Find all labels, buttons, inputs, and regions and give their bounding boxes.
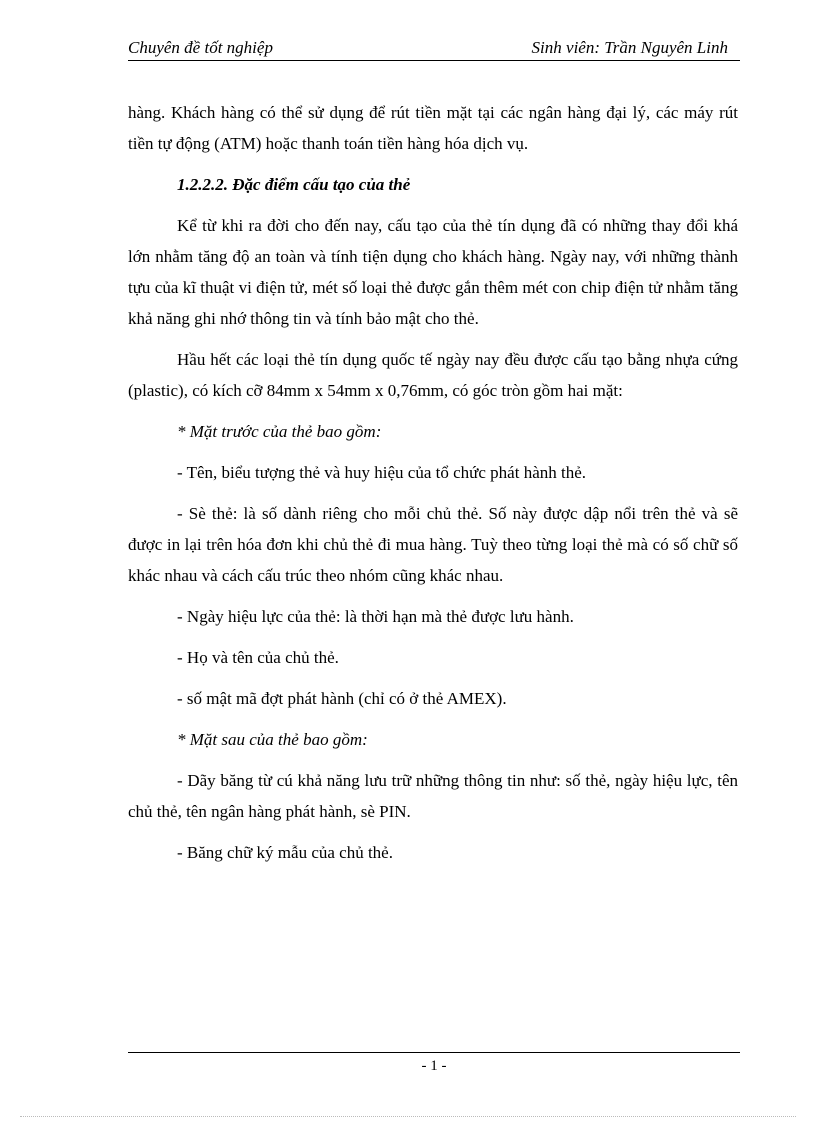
header-student-name: Sinh viên: Trần Nguyên Linh <box>531 38 728 57</box>
page-header <box>128 38 740 61</box>
back-side-item: - Dãy băng từ cú khả năng lưu trữ những thông tin như: số thẻ, ngày hiệu lực, tên chủ thẻ, tên ngân hàng phát hành, sè PIN. <box>128 771 738 821</box>
page-number: - 1 - <box>421 1058 447 1074</box>
front-side-item: - Ngày hiệu lực của thẻ: là thời hạn mà thẻ được lưu hành. <box>177 607 574 626</box>
front-side-item: - Họ và tên của chủ thẻ. <box>177 648 339 667</box>
front-side-item: - Sè thẻ: là số dành riêng cho mỗi chủ thẻ. Số này được dập nổi trên thẻ và sẽ được in lại trên hóa đơn khi chủ thẻ đi mua hàng. Tuỳ theo từng loại thẻ mà có số chữ số khác nhau và cách cấu trúc theo nhóm cũng khác nhau. <box>128 504 738 585</box>
page-body <box>128 97 738 878</box>
paragraph-card-structure-intro: Kể từ khi ra đời cho đến nay, cấu tạo của thẻ tín dụng đã có những thay đổi khá lớn nhằm tăng độ an toàn và tính tiện dụng cho khách hàng. Ngày nay, với những thành tựu của kĩ thuật vi điện tử, mét số loại thẻ được gắn thêm mét con chip điện tử nhằm tăng khả năng ghi nhớ thông tin và tính bảo mật cho thẻ. <box>128 216 738 328</box>
back-side-title: * Mặt sau của thẻ bao gồm: <box>177 730 368 749</box>
front-side-title: * Mặt trước của thẻ bao gồm: <box>177 422 382 441</box>
front-side-item: - số mật mã đợt phát hành (chỉ có ở thẻ AMEX). <box>177 689 507 708</box>
back-side-item: - Băng chữ ký mẫu của chủ thẻ. <box>177 843 393 862</box>
paragraph-continuation: hàng. Khách hàng có thể sử dụng để rút tiền mặt tại các ngân hàng đại lý, các máy rút tiền tự động (ATM) hoặc thanh toán tiền hàng hóa dịch vụ. <box>128 103 738 153</box>
front-side-item: - Tên, biểu tượng thẻ và huy hiệu của tổ chức phát hành thẻ. <box>177 463 587 482</box>
page-footer <box>128 1052 740 1075</box>
page-bottom-edge <box>20 1116 796 1117</box>
section-heading: 1.2.2.2. Đặc điểm cấu tạo của thẻ <box>177 175 411 194</box>
header-document-title: Chuyên đề tốt nghiệp <box>128 38 273 57</box>
paragraph-card-dimensions: Hầu hết các loại thẻ tín dụng quốc tế ngày nay đều được cấu tạo bằng nhựa cứng (plastic), có kích cỡ 84mm x 54mm x 0,76mm, có góc tròn gồm hai mặt: <box>128 350 738 400</box>
